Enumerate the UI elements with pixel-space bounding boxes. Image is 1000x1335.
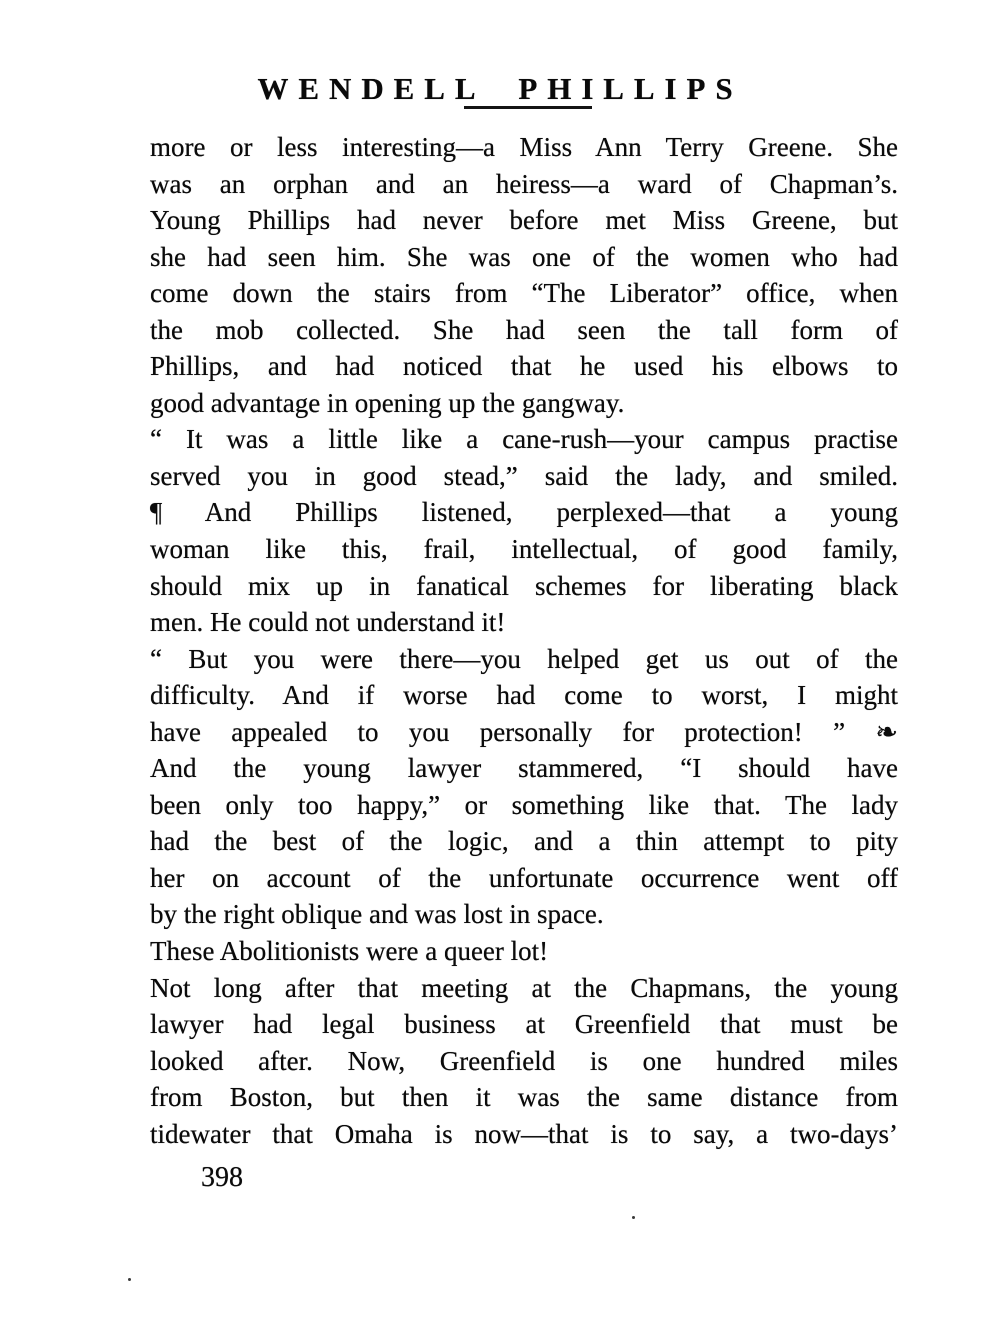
text-line: tidewater that Omaha is now—that is to say, a two-days’ — [150, 1118, 898, 1149]
text-line: the mob collected. She had seen the tall form of — [150, 314, 898, 345]
text-line: been only too happy,” or something like that. The lady — [150, 789, 898, 820]
title-divider-rule — [464, 106, 592, 109]
text-line: good advantage in opening up the gangway. — [150, 387, 625, 418]
text-line: “ But you were there—you helped get us out of the — [150, 643, 898, 674]
text-line: difficulty. And if worse had come to worst, I might — [150, 680, 898, 711]
text-line: woman like this, frail, intellectual, of good family, — [150, 534, 898, 565]
text-line: she had seen him. She was one of the women who had — [150, 241, 898, 272]
text-line: men. He could not understand it! — [150, 607, 506, 638]
text-line: lawyer had legal business at Greenfield that must be — [150, 1009, 898, 1040]
text-line: “ It was a little like a cane-rush—your campus practise — [150, 424, 898, 455]
text-line: Young Phillips had never before met Miss Greene, but — [150, 205, 898, 236]
text-line: from Boston, but then it was the same distance from — [150, 1082, 898, 1113]
scan-speck — [632, 1216, 635, 1219]
text-line: looked after. Now, Greenfield is one hundred miles — [150, 1045, 898, 1076]
text-line: ¶ And Phillips listened, perplexed—that a young — [150, 497, 898, 528]
text-line: Not long after that meeting at the Chapmans, the young — [150, 972, 898, 1003]
page-number: 398 — [201, 1162, 243, 1193]
text-line: was an orphan and an heiress—a ward of Chapman’s. — [150, 168, 898, 199]
text-line: her on account of the unfortunate occurrence went off — [150, 862, 898, 893]
text-line: served you in good stead,” said the lady, and smiled. — [150, 460, 898, 491]
text-line: should mix up in fanatical schemes for liberating black — [150, 570, 898, 601]
scan-speck — [128, 1278, 131, 1281]
body-text — [150, 129, 898, 1152]
text-line: come down the stairs from “The Liberator” office, when — [150, 278, 898, 309]
text-line: have appealed to you personally for protection! ” ❧ — [150, 716, 898, 747]
text-line: These Abolitionists were a queer lot! — [150, 936, 549, 967]
text-line: by the right oblique and was lost in space. — [150, 899, 604, 930]
text-line: Phillips, and had noticed that he used his elbows to — [150, 351, 898, 382]
text-line: more or less interesting—a Miss Ann Terry Greene. She — [150, 132, 898, 162]
text-line: had the best of the logic, and a thin attempt to pity — [150, 826, 898, 857]
text-line: And the young lawyer stammered, “I should have — [150, 753, 898, 784]
page-title: WENDELL PHILLIPS — [257, 70, 743, 106]
